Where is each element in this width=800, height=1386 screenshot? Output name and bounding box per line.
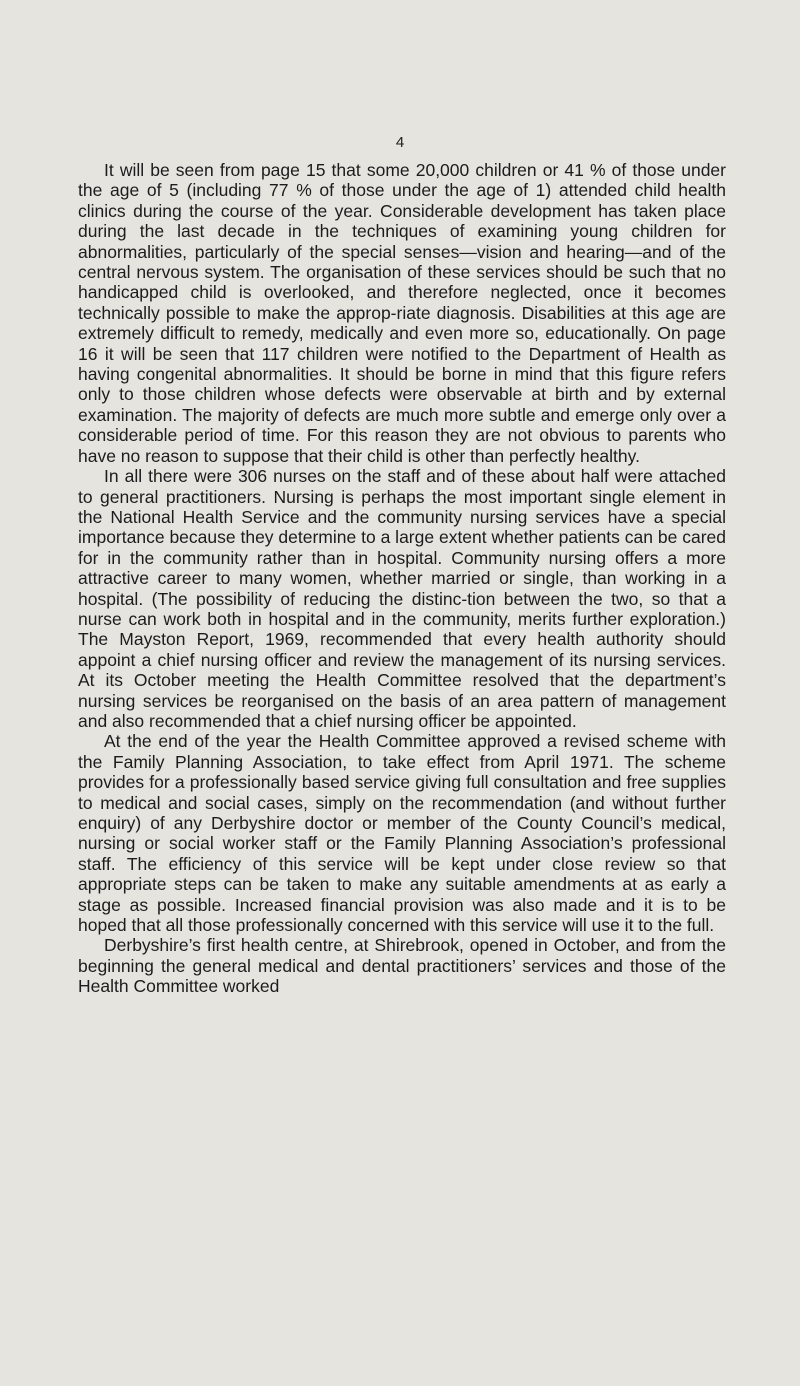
body-text [78,160,726,997]
page-number: 4 [395,134,405,151]
paragraph-family-planning: At the end of the year the Health Committee approved a revised scheme with the Family Planning Association, to take effect from April 1971. The scheme provides for a professionally based service giving full consultation and free supplies to medical and social cases, simply on the recommendation (and without further enquiry) of any Derbyshire doctor or member of the County Council’s medical, nursing or social worker staff or the Family Planning Association’s professional staff. The efficiency of this service will be kept under close review so that appropriate steps can be taken to make any suitable amendments at as early a stage as possible. Increased financial provision was also made and it is to be hoped that all those professionally concerned with this service will use it to the full. [78,731,726,936]
paragraph-health-centre: Derbyshire’s first health centre, at Shirebrook, opened in October, and from the beginning the general medical and dental practitioners’ services and those of the Health Committee worked [78,935,726,997]
paragraph-child-health-clinics: It will be seen from page 15 that some 20,000 children or 41 % of those under the age of 5 (including 77 % of those under the age of 1) attended child health clinics during the course of the year. Considerable development has taken place during the last decade in the techniques of examining young children for abnormalities, particularly of the special senses—vision and hearing—and of the central nervous system. The organisation of these services should be such that no handicapped child is overlooked, and therefore neglected, once it becomes technically possible to make the approp-riate diagnosis. Disabilities at this age are extremely difficult to remedy, medically and even more so, educationally. On page 16 it will be seen that 117 children were notified to the Department of Health as having congenital abnormalities. It should be borne in mind that this figure refers only to those children whose defects were observable at birth and by external examination. The majority of defects are much more subtle and emerge only over a considerable period of time. For this reason they are not obvious to parents who have no reason to suppose that their child is other than perfectly healthy. [78,160,726,466]
paragraph-community-nursing: In all there were 306 nurses on the staff and of these about half were attached to general practitioners. Nursing is perhaps the most important single element in the National Health Service and the community nursing services have a special importance because they determine to a large extent whether patients can be cared for in the community rather than in hospital. Community nursing offers a more attractive career to many women, whether married or single, than working in a hospital. (The possibility of reducing the distinc-tion between the two, so that a nurse can work both in hospital and in the community, merits further exploration.) The Mayston Report, 1969, recommended that every health authority should appoint a chief nursing officer and review the management of its nursing services. At its October meeting the Health Committee resolved that the department’s nursing services be reorganised on the basis of an area pattern of management and also recommended that a chief nursing officer be appointed. [78,466,726,731]
